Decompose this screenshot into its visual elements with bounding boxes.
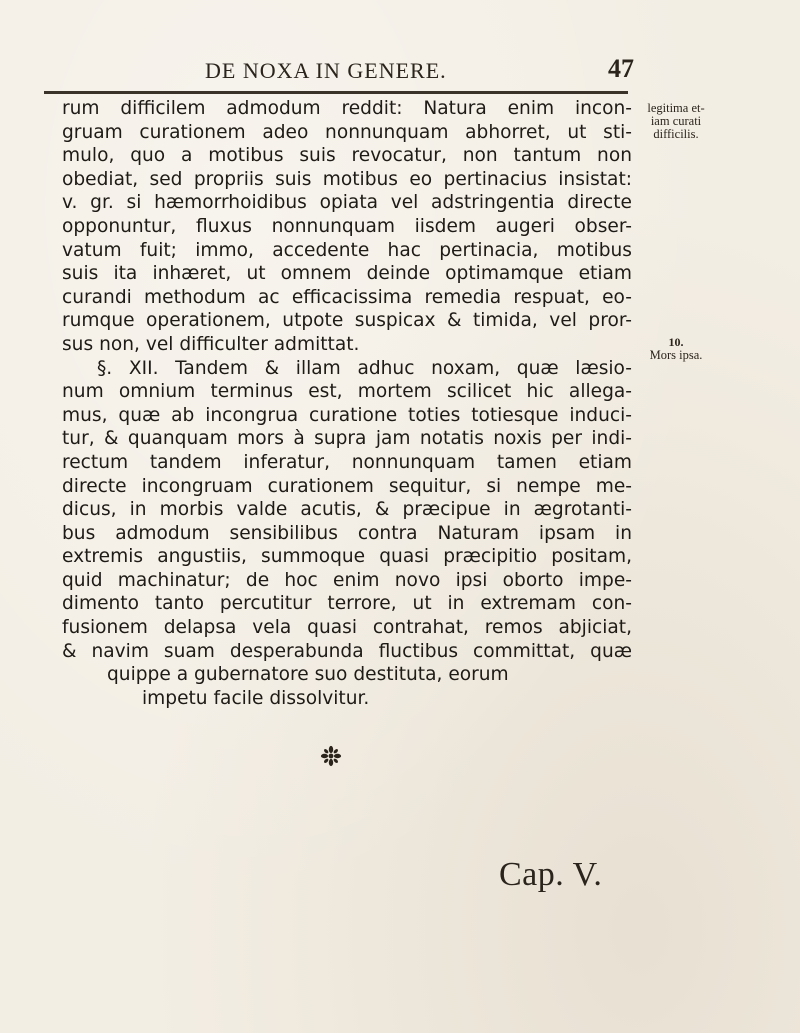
- text-line: mulo, quo a motibus suis revocatur, non tantum non: [62, 145, 632, 167]
- margin-note-mors: [636, 336, 716, 362]
- text-line: dicus, in morbis valde acutis, & præcipue in ægrotanti-: [62, 499, 632, 521]
- text-line: bus admodum sensibilibus contra Naturam ipsam in: [62, 522, 632, 544]
- margin-note-line: iam curati: [650, 114, 702, 128]
- margin-note-legitima: [636, 102, 716, 141]
- margin-note-number: 10.: [668, 335, 684, 349]
- text-line: fusionem delapsa vela quasi contrahat, remos abjiciat,: [62, 617, 632, 639]
- text-line: directe incongruam curationem sequitur, si nempe me-: [62, 475, 632, 497]
- page-header: [0, 54, 800, 94]
- text-line: v. gr. si hæmorrhoidibus opiata vel adstringentia directe: [62, 192, 632, 214]
- floral-ornament-icon: [320, 745, 342, 767]
- text-line: opponuntur, fluxus nonnunquam iisdem augeri obser-: [62, 215, 632, 237]
- running-head: DE NOXA IN GENERE.: [205, 58, 447, 83]
- text-line: sus non, vel difficulter admittat.: [62, 333, 360, 355]
- text-line: & navim suam desperabunda fluctibus committat, quæ: [62, 640, 632, 662]
- text-line: gruam curationem adeo nonnunquam abhorret, ut sti-: [62, 121, 632, 143]
- text-line: extremis angustiis, summoque quasi præcipitio positam,: [62, 546, 632, 568]
- text-line: rum difficilem admodum reddit: Natura enim incon-: [62, 98, 632, 119]
- margin-note-text: Mors ipsa.: [649, 348, 703, 362]
- text-line: curandi methodum ac efficacissima remedia respuat, eo-: [62, 286, 632, 308]
- body-text: [62, 97, 632, 710]
- text-line: obediat, sed propriis suis motibus eo pertinacius insistat:: [62, 168, 632, 190]
- margin-note-line: legitima et-: [647, 101, 705, 115]
- margin-note-line: difficilis.: [653, 127, 699, 141]
- text-line: mus, quæ ab incongrua curatione toties totiesque induci-: [62, 404, 632, 426]
- header-rule: [44, 91, 628, 94]
- section-heading-line: §. XII. Tandem & illam adhuc noxam, quæ læsio-: [97, 357, 632, 379]
- text-line: num omnium terminus est, mortem scilicet hic allega-: [62, 381, 632, 403]
- text-line: rectum tandem inferatur, nonnunquam tamen etiam: [62, 451, 632, 473]
- page-number: 47: [608, 54, 634, 83]
- text-line: dimento tanto percutitur terrore, ut in extremam con-: [62, 593, 632, 615]
- text-line: quid machinatur; de hoc enim novo ipsi oborto impe-: [62, 569, 632, 591]
- text-line: quippe a gubernatore suo destituta, eorum: [107, 664, 509, 686]
- text-line: rumque operationem, utpote suspicax & timida, vel pror-: [62, 310, 632, 332]
- text-line: impetu facile dissolvitur.: [142, 687, 370, 709]
- text-line: suis ita inhæret, ut omnem deinde optimamque etiam: [62, 263, 632, 285]
- text-line: vatum fuit; immo, accedente hac pertinacia, motibus: [62, 239, 632, 261]
- catchword: Cap. V.: [499, 856, 603, 893]
- text-line: tur, & quanquam mors à supra jam notatis noxis per indi-: [62, 428, 632, 450]
